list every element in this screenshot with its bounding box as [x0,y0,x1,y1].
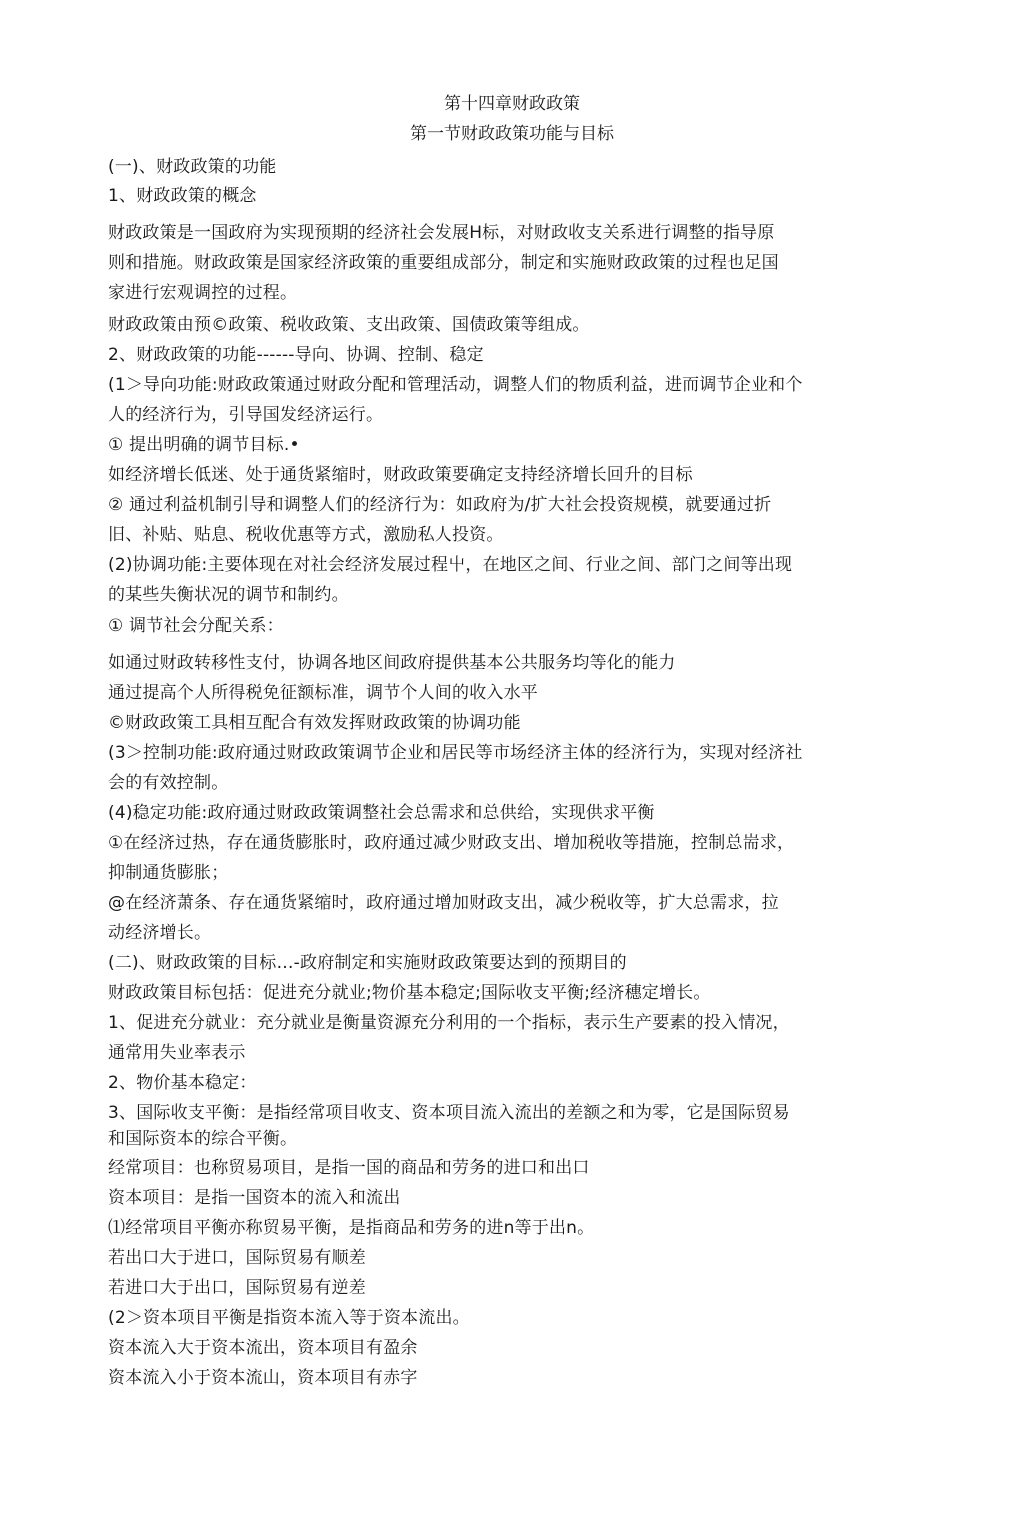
paragraph-line: 若出口大于进口，国际贸易有顺差 [108,1248,366,1268]
paragraph-line: 资本流入大于资本流出，资本项目有盈余 [108,1338,418,1358]
paragraph-line: 如通过财政转移性支付，协调各地区间政府提供基本公共服务均等化的能力 [108,653,676,673]
paragraph-line: @在经济萧条、存在通货紧缩时，政府通过增加财政支出，减少税收等，扩大总需求，拉 [108,893,779,913]
paragraph-line: (2＞资本项目平衡是指资本流入等于资本流出。 [108,1308,470,1328]
paragraph-line: 如经济增长低迷、处于通货紧缩时，财政政策要确定支持经济增长回升的目标 [108,465,693,485]
paragraph-line: 财政政策目标包括：促进充分就业;物价基本稳定;国际收支平衡;经济穗定增长。 [108,983,711,1003]
paragraph-line: (3＞控制功能:政府通过财政政策调节企业和居民等市场经济主体的经济行为，实现对经济社 [108,743,803,763]
paragraph-line: 和国际资本的综合平衡。 [108,1129,298,1149]
paragraph-line: (4)稳定功能:政府通过财政政策调整社会总需求和总供给，实现供求平衡 [108,803,655,823]
list-item: ① 调节社会分配关系： [108,616,284,636]
paragraph-line: 通常用失业率表示 [108,1043,246,1063]
paragraph-line: (2)协调功能:主要体现在对社会经济发展过程屮，在地区之间、行业之间、部门之间等出现 [108,555,793,575]
list-item: ① 提出明确的调节目标.• [108,435,300,455]
paragraph-line: 抑制通货膨胀； [108,863,229,883]
paragraph-line: 经常项目：也称贸易项目，是指一国的商品和劳务的进口和出口 [108,1158,590,1178]
paragraph-line: ©财政政策工具相互配合有效发挥财政政策的协调功能 [108,713,521,733]
paragraph-line: 旧、补贴、贴息、税收优惠等方式，激励私人投资。 [108,525,504,545]
chapter-title: 第十四章财政政策 [444,94,580,114]
section-title: 第一节财政政策功能与目标 [410,124,614,144]
paragraph-line: 1、促进充分就业：充分就业是衡量资源充分利用的一个指标，表示生产要素的投入情况， [108,1013,790,1033]
paragraph-line: 若进口大于出口，国际贸易有逆差 [108,1278,366,1298]
paragraph-line: ①在经济过热，存在通货膨胀时，政府通过减少财政支出、增加税收等措施，控制总耑求， [108,833,795,853]
paragraph-line: 资本流入小于资本流山，资本项目有赤字 [108,1368,418,1388]
paragraph-line: 2、物价基本稳定： [108,1073,257,1093]
heading-goals: (二)、财政政策的目标…-政府制定和实施财政政策要达到的预期目的 [108,953,627,973]
paragraph-line: (1＞导向功能:财政政策通过财政分配和管理活动，调整人们的物质利益，进而调节企业和个 [108,375,803,395]
paragraph-line: 动经济增长。 [108,923,212,943]
heading-function: (一)、财政政策的功能 [108,157,277,177]
heading-functions: 2、财政政策的功能------导向、协调、控制、稳定 [108,345,484,365]
paragraph-line: 3、国际收支平衡：是指经常项目收支、资本项目流入流出的差额之和为零，它是国际贸易 [108,1103,790,1123]
list-item: ② 通过利益机制引导和调整人们的经济行为：如政府为/扩大社会投资规模，就要通过折 [108,495,772,515]
paragraph-line: 财政政策是一国政府为实现预期的经济社会发展H标，对财政收支关系进行调整的指导原 [108,223,775,243]
paragraph-line: 家进行宏观调控的过程。 [108,283,298,303]
paragraph-line: 人的经济行为，引导国发经济运行。 [108,405,384,425]
paragraph-line: 则和措施。财政政策是国家经济政策的重要组成部分，制定和实施财政政策的过程也足国 [108,253,779,273]
paragraph-line: 资本项目：是指一国资本的流入和流出 [108,1188,401,1208]
paragraph-line: 财政政策由预©政策、税收政策、支出政策、国债政策等组成。 [108,315,590,335]
paragraph-line: 的某些失衡状况的调节和制约。 [108,585,349,605]
heading-concept: 1、财政政策的概念 [108,186,257,206]
paragraph-line: ⑴经常项目平衡亦称贸易平衡，是指商品和劳务的进n等于出n。 [108,1218,595,1238]
paragraph-line: 通过提高个人所得税免征额标准，调节个人间的收入水平 [108,683,538,703]
paragraph-line: 会的有效控制。 [108,773,229,793]
